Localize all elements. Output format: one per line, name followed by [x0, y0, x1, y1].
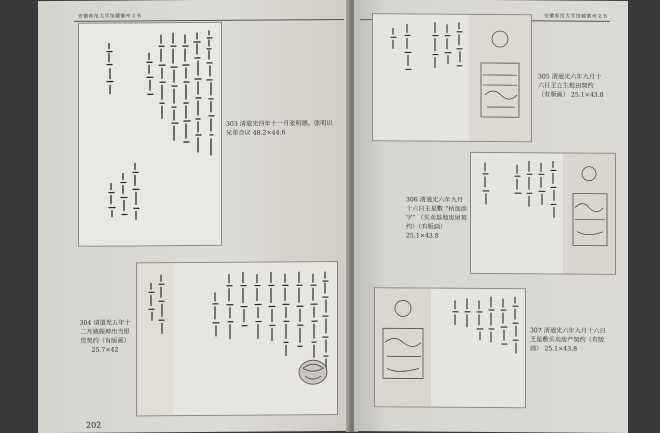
contract-with-print-image	[373, 14, 531, 141]
document-plate-304	[136, 261, 338, 416]
caption-307: 307 清道光六年九月十六日王星敷买卖房产契约（有版画） 25.1×43.8	[530, 327, 606, 353]
running-head: 安徽师范大学馆藏徽州文书	[544, 13, 608, 20]
calligraphy-document-image	[137, 262, 337, 415]
left-page	[38, 0, 350, 433]
document-plate-305	[372, 13, 532, 142]
caption-304: 304 清道光五年十二月姚振坤出当银货契约（有版画） 25.7×42	[79, 319, 131, 354]
running-head: 安徽师范大学馆藏徽州文书	[78, 13, 142, 20]
right-page	[354, 0, 628, 433]
book-spread	[38, 0, 628, 432]
page-number: 202	[86, 420, 102, 430]
contract-with-print-image	[375, 288, 525, 407]
caption-306: 306 清道光六年九月十六日王星敷 “枯加添字” （买卖基地房屋契约）（有版画） 25.1×43.8	[406, 196, 467, 240]
document-plate-306	[470, 152, 616, 275]
contract-with-print-image	[471, 153, 615, 274]
document-plate-303	[78, 22, 222, 247]
caption-305: 305 清道光六年九月十六日王立生租田契约（有版画） 25.1×43.8	[538, 73, 604, 99]
document-plate-307	[374, 287, 526, 408]
caption-303: 303 清道光四年十一月张明德、张明识兄弟合议 48.2×44.6	[226, 120, 333, 137]
calligraphy-document-image	[79, 23, 221, 246]
